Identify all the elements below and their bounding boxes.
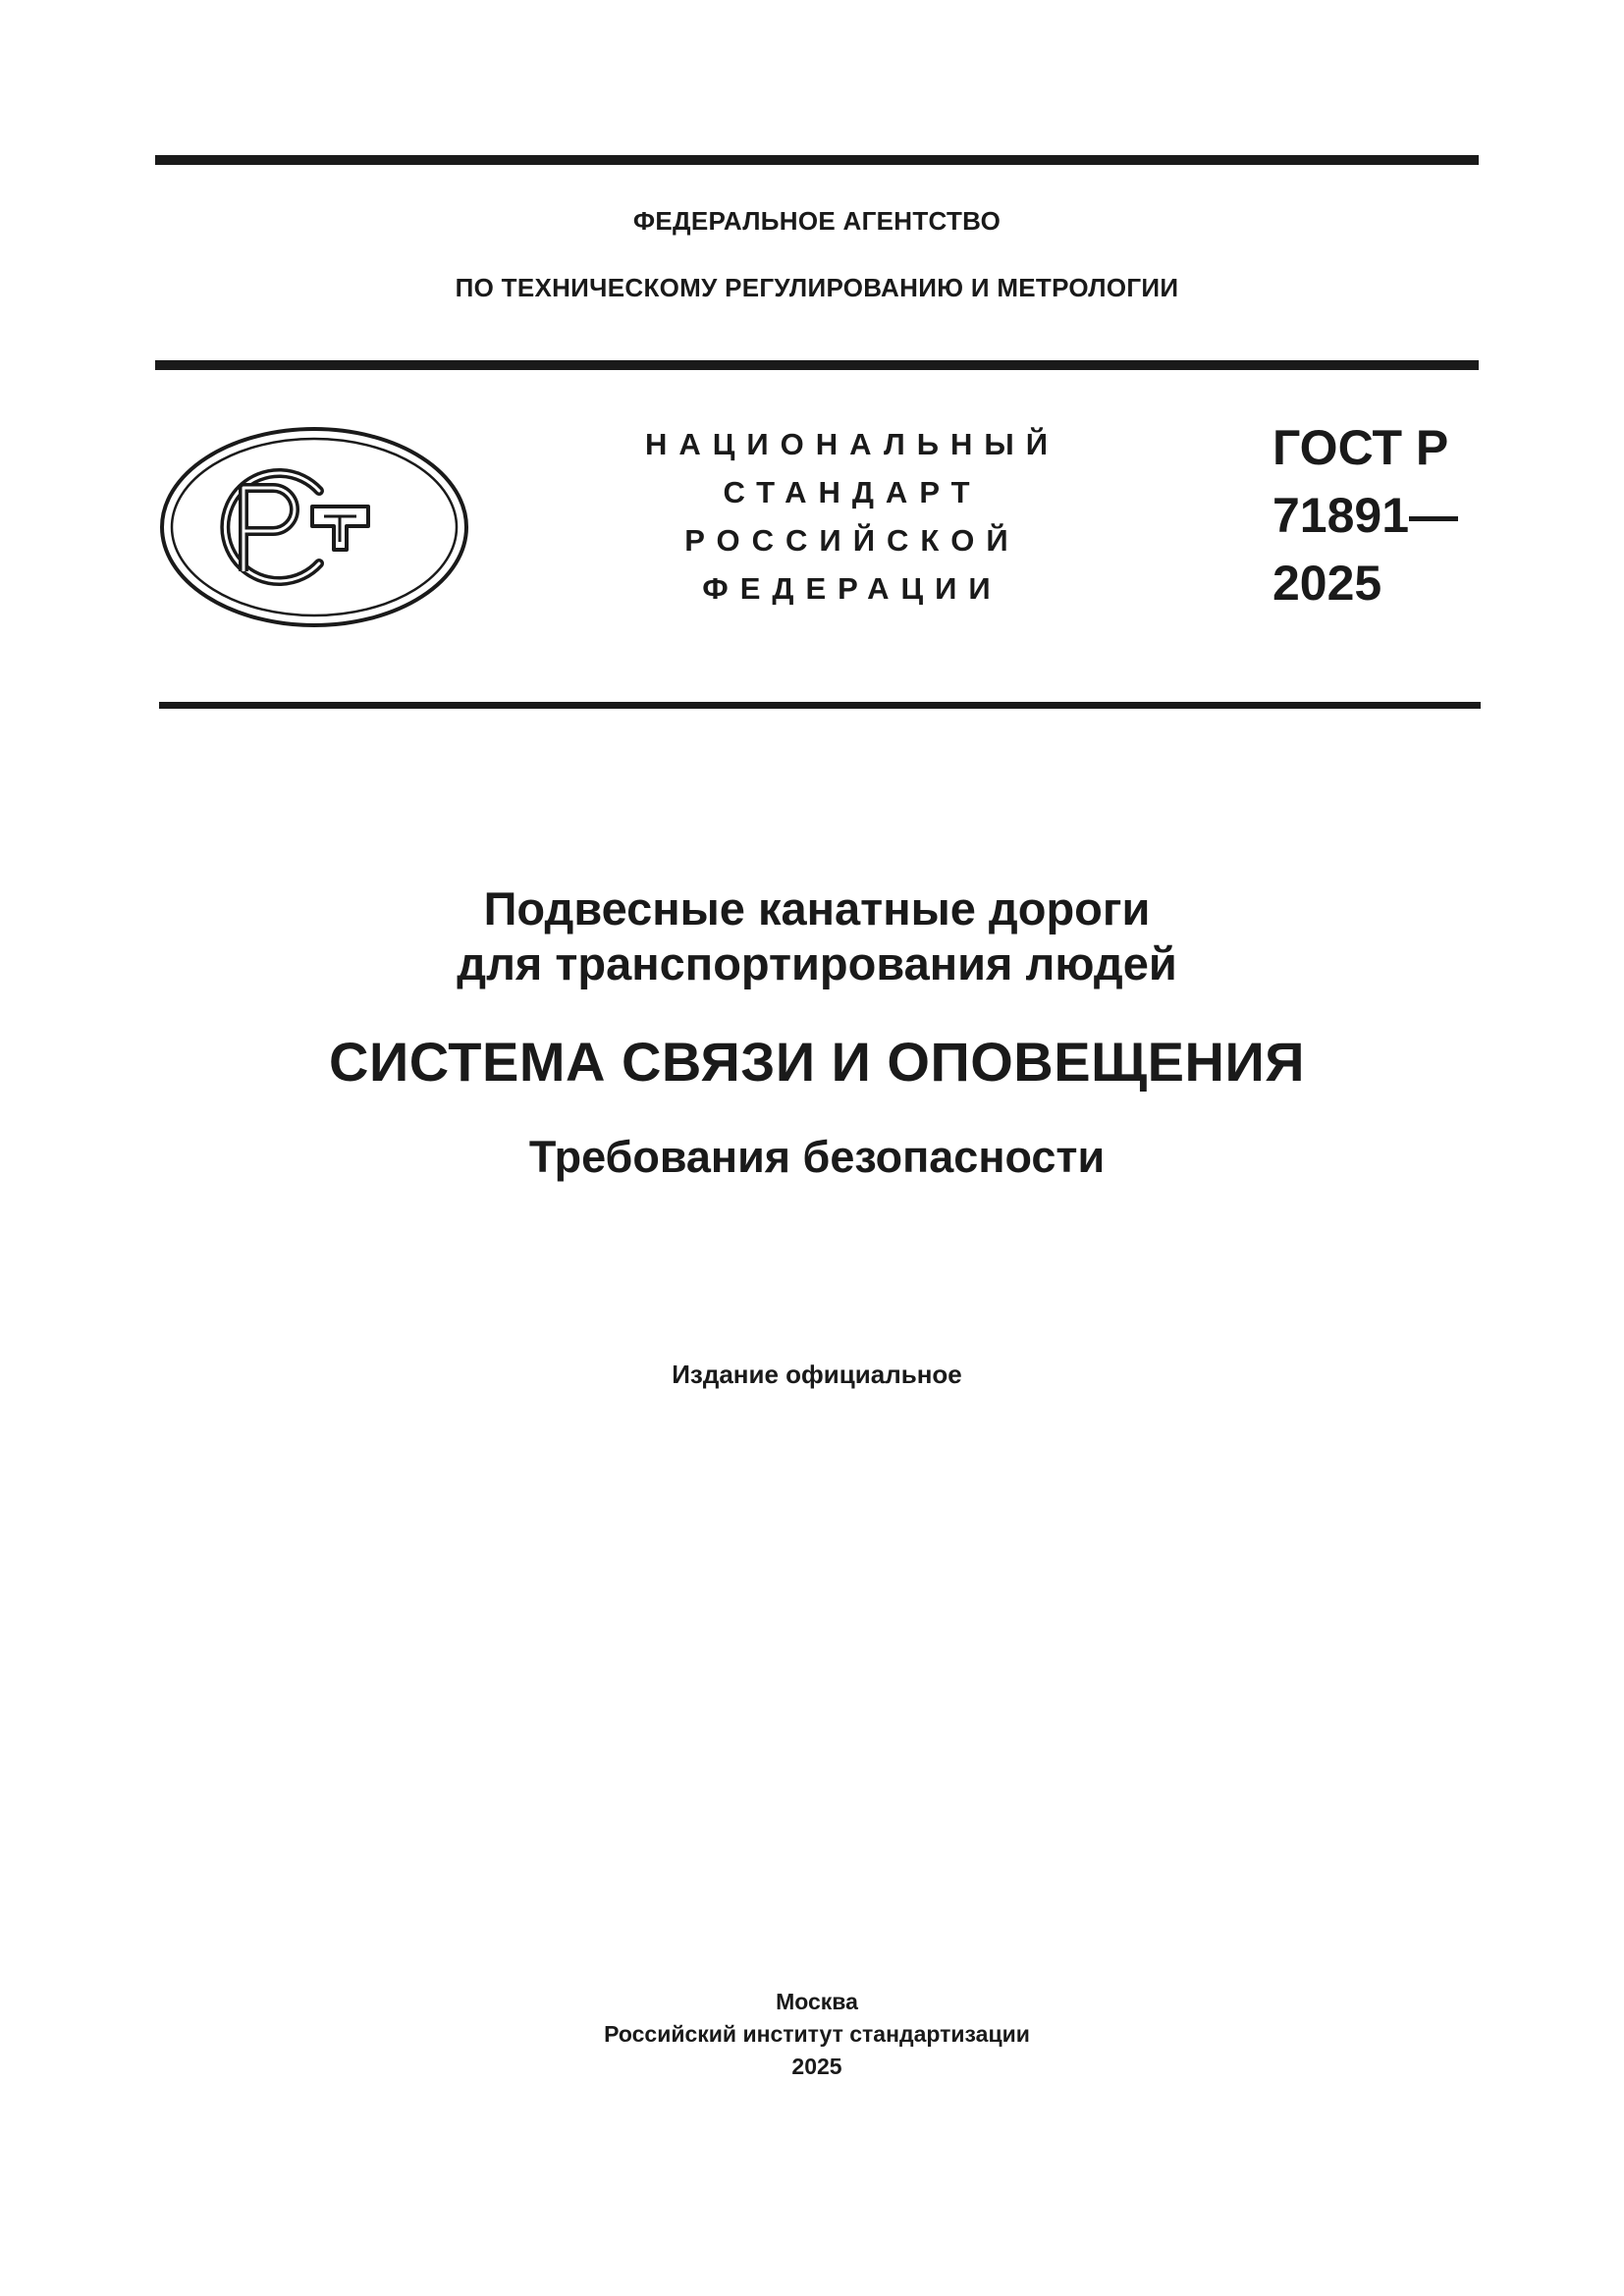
standard-type-line: СТАНДАРТ: [723, 475, 982, 509]
bottom-rule: [159, 702, 1481, 709]
imprint-city: Москва: [776, 1989, 858, 2014]
national-standard-label: [607, 420, 1098, 613]
agency-name-line2: ПО ТЕХНИЧЕСКОМУ РЕГУЛИРОВАНИЮ И МЕТРОЛОГИИ: [455, 273, 1179, 302]
title-line: Подвесные канатные дороги: [483, 882, 1151, 934]
middle-rule: [155, 360, 1479, 370]
document-subtitle: Требования безопасности: [528, 1132, 1106, 1182]
title-line: для транспортирования людей: [457, 937, 1177, 989]
imprint-publisher: Российский институт стандартизации: [604, 2021, 1030, 2047]
gost-designation: [1272, 414, 1489, 617]
standard-type-line: РОССИЙСКОЙ: [684, 523, 1020, 558]
document-title: [155, 881, 1479, 991]
edition-label: Издание официальное: [672, 1360, 962, 1389]
document-title-block: [155, 881, 1479, 1184]
agency-name-line1: ФЕДЕРАЛЬНОЕ АГЕНТСТВО: [632, 206, 1001, 236]
gost-number-line: ГОСТ Р: [1272, 420, 1449, 475]
gost-number-line: 2025: [1272, 556, 1382, 611]
standard-type-line: ФЕДЕРАЦИИ: [702, 571, 1002, 606]
imprint-year: 2025: [791, 2054, 842, 2079]
system-title: СИСТЕМА СВЯЗИ И ОПОВЕЩЕНИЯ: [329, 1031, 1305, 1093]
publisher-imprint: [155, 1986, 1479, 2083]
top-rule: [155, 155, 1479, 165]
standard-type-line: НАЦИОНАЛЬНЫЙ: [644, 427, 1060, 461]
gost-number-line: 71891—: [1272, 488, 1459, 543]
rst-certification-mark-icon: [157, 424, 471, 630]
